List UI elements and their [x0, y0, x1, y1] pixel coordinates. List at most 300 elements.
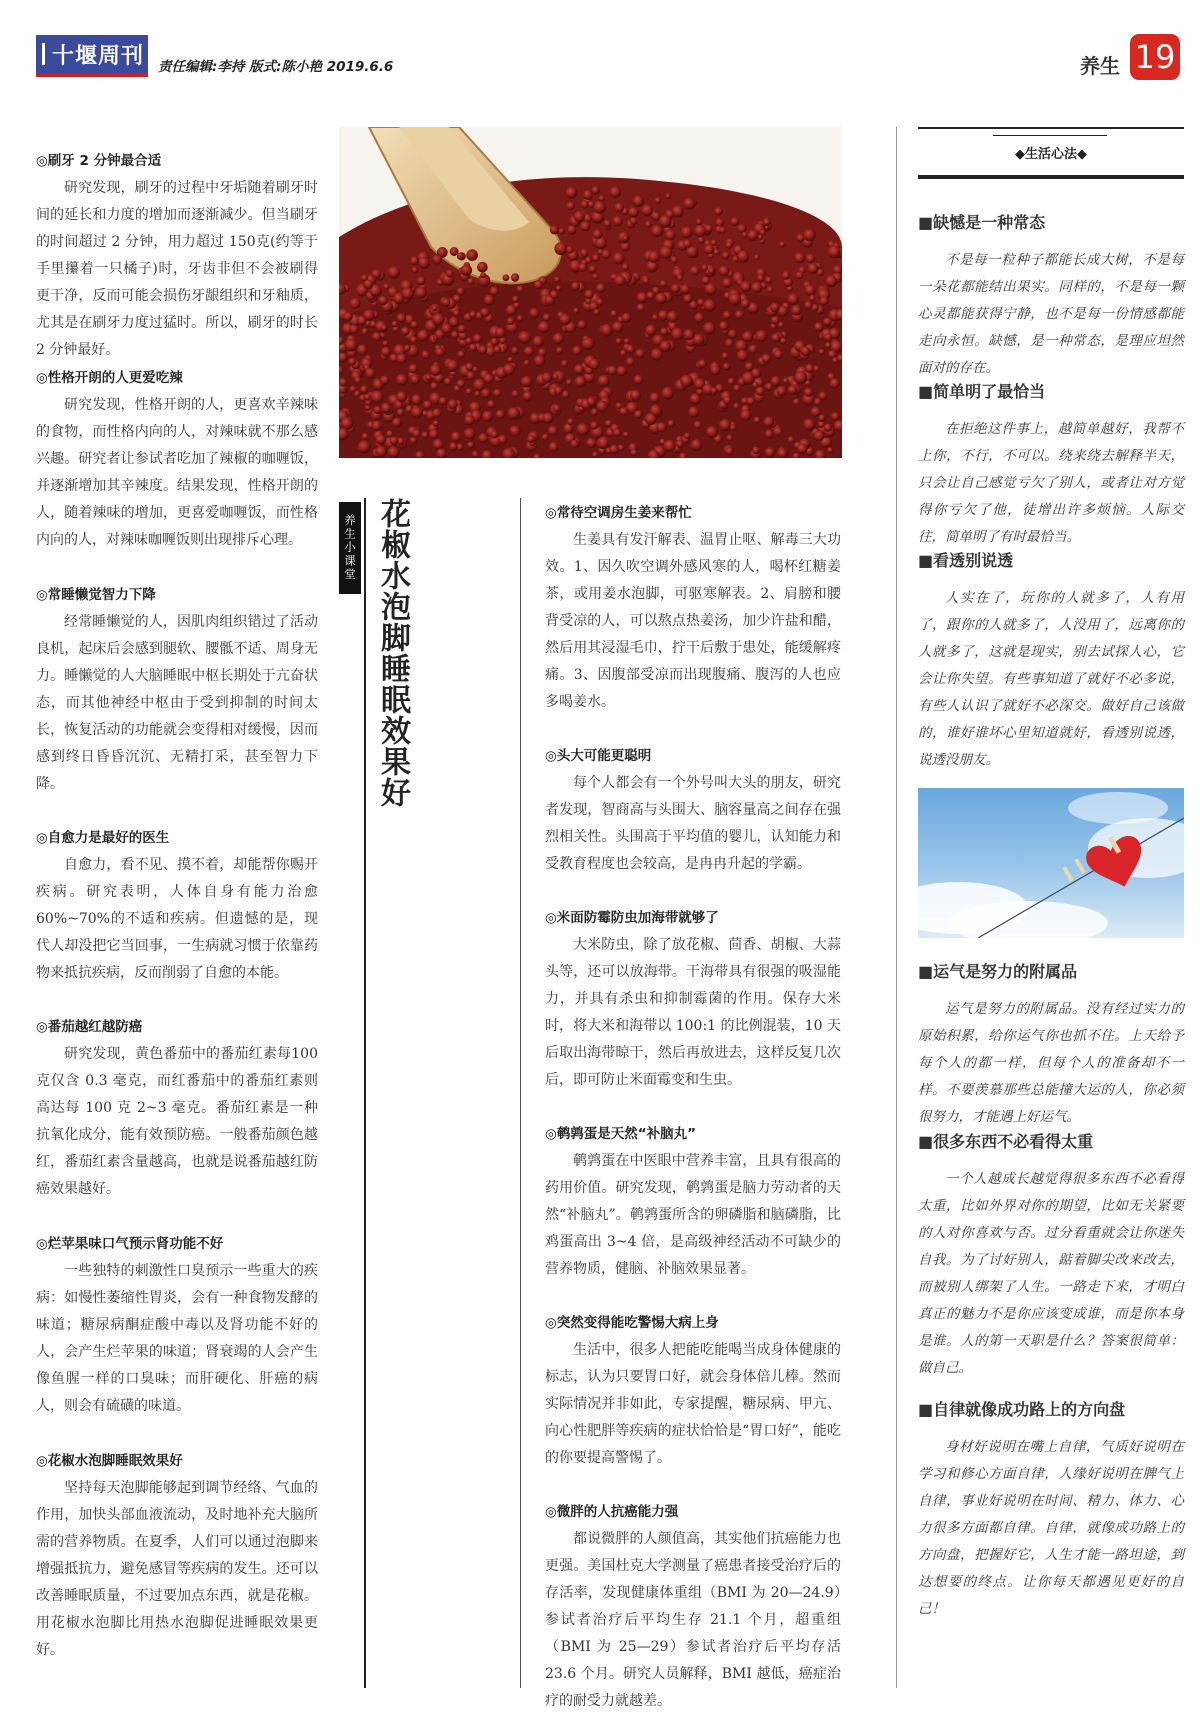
peppercorn: [433, 420, 439, 426]
peppercorn: [375, 446, 387, 458]
peppercorn: [397, 409, 405, 417]
article-kelp-rice: [545, 905, 841, 1121]
peppercorn: [765, 383, 773, 391]
peppercorn: [362, 433, 369, 440]
peppercorn: [451, 432, 462, 443]
peppercorn: [803, 229, 815, 241]
peppercorn: [651, 225, 663, 237]
peppercorn: [538, 321, 550, 333]
peppercorn: [396, 313, 406, 323]
peppercorn: [423, 400, 432, 409]
peppercorn: [648, 251, 660, 263]
peppercorn: [619, 407, 628, 416]
peppercorn: [481, 389, 491, 399]
peppercorn: [390, 436, 399, 445]
peppercorn: [457, 351, 465, 359]
peppercorn: [684, 433, 690, 439]
column-label: 养生小课堂: [339, 502, 361, 594]
peppercorn: [740, 281, 751, 292]
peppercorn: [730, 424, 737, 431]
peppercorn: [567, 225, 576, 234]
peppercorn: [704, 244, 714, 254]
peppercorn: [457, 380, 466, 389]
peppercorn: [735, 310, 744, 319]
peppercorn: [345, 339, 358, 352]
peppercorn: [772, 333, 781, 342]
peppercorn: [439, 397, 447, 405]
peppercorn: [690, 266, 700, 276]
peppercorn: [661, 387, 674, 400]
peppercorn: [523, 391, 533, 401]
peppercorn: [765, 277, 772, 284]
peppercorn: [553, 404, 561, 412]
peppercorn: [484, 295, 495, 306]
peppercorn: [645, 325, 656, 336]
peppercorn: [450, 247, 459, 256]
peppercorn: [477, 262, 488, 273]
article-title: ◎常睡懒觉智力下降: [36, 587, 156, 603]
peppercorn: [654, 197, 661, 204]
peppercorn: [830, 378, 840, 388]
peppercorn: [381, 347, 391, 357]
peppercorn: [660, 341, 672, 353]
peppercorn: [780, 338, 786, 344]
peppercorn: [392, 418, 402, 428]
peppercorn: [396, 391, 407, 402]
peppercorn: [643, 278, 649, 284]
peppercorn: [507, 407, 520, 420]
article-body: 研究发现，黄色番茄中的番茄红素每100 克仅含 0.3 毫克，而红番茄中的番茄红素则高达每 100 克 2~3 毫克。番茄红素是一种抗氧化成分，能有效预防癌。一般番茄颜色越红，番茄红素含量越高，也就是说番茄越红防癌效果越好。: [36, 1046, 318, 1197]
peppercorn: [506, 305, 517, 316]
peppercorn: [630, 449, 637, 456]
page-number-badge: 19: [1130, 34, 1180, 80]
peppercorn: [715, 218, 724, 227]
article-title: ◎微胖的人抗癌能力强: [545, 1504, 679, 1520]
peppercorn: [357, 345, 368, 356]
peppercorn: [466, 249, 478, 261]
masthead-logo: [36, 35, 148, 77]
peppercorn: [590, 421, 598, 429]
peppercorn: [409, 364, 419, 374]
peppercorn: [556, 347, 563, 354]
peppercorn: [362, 328, 369, 335]
peppercorn: [745, 362, 754, 371]
peppercorn: [596, 283, 606, 293]
peppercorn: [473, 334, 483, 344]
peppercorn: [584, 290, 594, 300]
peppercorn: [819, 349, 825, 355]
peppercorn: [765, 447, 775, 457]
article-title: ◎烂苹果味口气预示肾功能不好: [36, 1236, 224, 1252]
peppercorn: [760, 229, 766, 235]
peppercorn: [582, 337, 595, 350]
peppercorn: [592, 274, 598, 280]
peppercorn: [498, 435, 508, 445]
peppercorn: [482, 411, 493, 422]
peppercorn: [805, 364, 814, 373]
peppercorn: [794, 371, 807, 384]
peppercorn: [373, 406, 381, 414]
article-tomato: [36, 1014, 318, 1231]
peppercorn: [580, 200, 588, 208]
peppercorn: [466, 388, 473, 395]
peppercorn: [490, 286, 500, 296]
sidebar-article-body: 在拒绝这件事上，越简单越好，我帮不上你，不行，不可以。绕来绕去解释半天，只会让自己感觉亏欠了别人，或者让对方觉得你亏欠了他，徒增出许多烦恼。人际交往，简单明了有时最恰当。: [918, 421, 1184, 545]
peppercorn: [570, 440, 578, 448]
peppercorn: [765, 430, 774, 439]
peppercorn: [493, 389, 502, 398]
peppercorn: [620, 350, 627, 357]
article-quail-egg: [545, 1121, 841, 1310]
peppercorn: [683, 198, 695, 210]
peppercorn: [518, 331, 531, 344]
peppercorn: [436, 279, 443, 286]
peppercorn: [432, 255, 442, 265]
sidebar-article-title: ■很多东西不必看得太重: [918, 1132, 1094, 1151]
article-body: 大米防虫，除了放花椒、茴香、胡椒、大蒜头等，还可以放海带。干海带具有很强的吸湿能力，并具有杀虫和抑制霉菌的作用。保存大米时，将大米和海带以 100:1 的比例混装，10 天后取出海带晾干，然后再放进去，这样反复几次后，即可防止米面霉变和生虫。: [545, 937, 841, 1088]
peppercorn: [491, 338, 499, 346]
peppercorn: [429, 429, 439, 439]
peppercorn: [614, 203, 624, 213]
article-spicy-food: [36, 365, 318, 582]
peppercorn: [825, 342, 832, 349]
peppercorn: [733, 403, 739, 409]
peppercorn: [671, 284, 681, 294]
left-column: [36, 148, 318, 1664]
peppercorn: [719, 266, 730, 277]
peppercorn: [411, 394, 422, 405]
peppercorn: [591, 186, 599, 194]
peppercorn: [694, 225, 706, 237]
peppercorn: [746, 397, 755, 406]
peppercorn: [412, 429, 420, 437]
peppercorn: [469, 311, 476, 318]
peppercorn: [534, 280, 543, 289]
peppercorn: [635, 349, 645, 359]
peppercorn: [565, 187, 577, 199]
peppercorn: [432, 409, 442, 419]
article-title: ◎自愈力是最好的医生: [36, 830, 170, 846]
peppercorn: [472, 451, 479, 458]
peppercorn: [645, 413, 657, 425]
peppercorn: [566, 246, 574, 254]
peppercorn: [630, 217, 638, 225]
peppercorn: [527, 435, 535, 443]
peppercorn: [442, 298, 450, 306]
peppercorn: [801, 347, 811, 357]
peppercorn: [556, 285, 562, 291]
peppercorn: [415, 287, 427, 299]
peppercorn: [656, 422, 666, 432]
peppercorn: [667, 420, 675, 428]
peppercorn: [701, 265, 708, 272]
peppercorn: [360, 386, 368, 394]
peppercorn: [751, 368, 761, 378]
peppercorn: [592, 452, 598, 458]
peppercorn: [483, 374, 493, 384]
peppercorn-photo: [339, 127, 842, 458]
peppercorn: [372, 332, 381, 341]
masthead-title: 十堰周刊: [52, 44, 145, 69]
peppercorn: [613, 252, 625, 264]
sidebar-article-body: 人实在了，玩你的人就多了，人有用了，跟你的人就多了，人没用了，远离你的人就多了，这就是现实，别去试探人心，它会让你失望。有些事知道了就好不必多说，有些人认识了就好不必深交。做好自己该做的，谁好谁坏心里知道就好，看透别说透，说透没朋友。: [918, 590, 1184, 768]
article-title: ◎米面防霉防虫加海带就够了: [545, 910, 719, 926]
peppercorn: [613, 216, 623, 226]
sidebar-article-body: 身材好说明在嘴上自律，气质好说明在学习和修心方面自律，人缘好说明在脾气上自律，事业好说明在时间、精力、体力、心力很多方面都自律。自律，就像成功路上的方向盘，把握好它，人生才能一路坦途，到达想要的终点。让你每天都遇见更好的自己！: [918, 1439, 1184, 1617]
sidebar-header: [918, 127, 1184, 179]
peppercorn: [533, 336, 544, 347]
peppercorn: [757, 274, 765, 282]
peppercorn: [594, 309, 600, 315]
peppercorn: [710, 365, 720, 375]
peppercorn: [550, 225, 559, 234]
peppercorn: [624, 338, 630, 344]
article-title: ◎常待空调房生姜来帮忙: [545, 505, 692, 521]
peppercorn: [543, 413, 554, 424]
peppercorn: [493, 346, 501, 354]
sidebar-article: [918, 378, 1184, 547]
article-title: ◎性格开朗的人更爱吃辣: [36, 370, 183, 386]
peppercorn: [688, 406, 699, 417]
peppercorn: [825, 275, 837, 287]
peppercorn: [478, 433, 488, 443]
peppercorn: [567, 418, 574, 425]
peppercorn: [448, 399, 458, 409]
article-chubby-cancer: [545, 1499, 841, 1715]
editor-credits: 责任编辑:李持 版式:陈小艳 2019.6.6: [158, 59, 394, 75]
peppercorn: [814, 431, 825, 442]
peppercorn: [665, 193, 671, 199]
peppercorn: [430, 382, 438, 390]
peppercorn: [583, 190, 593, 200]
peppercorn: [339, 378, 348, 387]
peppercorn: [548, 426, 558, 436]
peppercorn: [609, 445, 619, 455]
peppercorn: [388, 446, 400, 458]
article-body: 生姜具有发汗解表、温胃止呕、解毒三大功效。1、因久吹空调外感风寒的人，喝杯红糖姜茶，或用姜水泡脚，可驱寒解表。2、肩膀和腰背受凉的人，可以熬点热姜汤，加少许盐和醋，然后用其浸湿毛巾，拧干后敷于患处，能缓解疼痛。3、因腹部受凉而出现腹痛、腹泻的人也应多喝姜水。: [545, 532, 841, 710]
column-rule-middle: [520, 498, 521, 1688]
peppercorn: [467, 441, 474, 448]
peppercorn: [596, 298, 603, 305]
peppercorn: [411, 406, 423, 418]
peppercorn: [553, 374, 559, 380]
peppercorn: [558, 228, 564, 234]
peppercorn: [753, 417, 760, 424]
peppercorn: [664, 440, 676, 452]
peppercorn: [711, 387, 718, 394]
peppercorn: [603, 220, 611, 228]
peppercorn: [703, 299, 716, 312]
article-title: ◎突然变得能吃警惕大病上身: [545, 1315, 719, 1331]
peppercorn: [550, 290, 559, 299]
peppercorn: [364, 394, 371, 401]
peppercorn: [586, 438, 596, 448]
article-bad-breath: [36, 1231, 318, 1448]
peppercorn: [571, 282, 580, 291]
peppercorn: [820, 297, 829, 306]
peppercorn: [397, 353, 407, 363]
peppercorn: [726, 435, 733, 442]
peppercorn: [503, 364, 515, 376]
article-pepper-footbath: [36, 1448, 318, 1664]
peppercorn: [589, 265, 597, 273]
peppercorn: [770, 303, 780, 313]
peppercorn: [354, 377, 361, 384]
peppercorn: [714, 207, 722, 215]
peppercorn: [534, 355, 545, 366]
peppercorn: [596, 401, 608, 413]
peppercorn: [814, 322, 824, 332]
peppercorn: [681, 226, 693, 238]
peppercorn: [381, 403, 392, 414]
peppercorn: [705, 225, 713, 233]
peppercorn: [779, 241, 785, 247]
peppercorn: [354, 390, 361, 397]
peppercorn: [824, 424, 832, 432]
peppercorn: [726, 242, 733, 249]
peppercorn: [521, 376, 533, 388]
article-title: ◎刷牙 2 分钟最合适: [36, 153, 162, 169]
peppercorn-illustration: [339, 127, 842, 458]
peppercorn: [722, 352, 729, 359]
peppercorn: [383, 283, 390, 290]
peppercorn: [417, 276, 426, 285]
peppercorn: [404, 345, 411, 352]
sidebar-article: [918, 1128, 1184, 1396]
peppercorn: [490, 430, 498, 438]
peppercorn: [574, 211, 585, 222]
peppercorn: [723, 311, 732, 320]
peppercorn: [451, 331, 459, 339]
peppercorn: [511, 347, 519, 355]
peppercorn: [706, 426, 718, 438]
peppercorn: [616, 366, 627, 377]
peppercorn: [364, 280, 374, 290]
sidebar-article: [918, 209, 1184, 378]
article-big-head: [545, 743, 841, 905]
peppercorn: [343, 312, 352, 321]
peppercorn: [592, 254, 600, 262]
peppercorn: [787, 293, 799, 305]
peppercorn: [572, 346, 582, 356]
peppercorn: [381, 325, 387, 331]
peppercorn: [575, 376, 587, 388]
peppercorn: [630, 390, 641, 401]
peppercorn: [809, 295, 816, 302]
column-rule-left: [364, 498, 366, 1688]
feature-title: 花椒水泡脚睡眠效果好: [375, 498, 410, 808]
peppercorn: [773, 427, 783, 437]
peppercorn: [543, 314, 551, 322]
peppercorn: [773, 350, 783, 360]
peppercorn: [723, 363, 730, 370]
peppercorn: [480, 272, 486, 278]
peppercorn: [680, 285, 690, 295]
peppercorn: [677, 275, 683, 281]
peppercorn: [507, 317, 515, 325]
peppercorn: [376, 435, 386, 445]
article-title: ◎鹌鹑蛋是天然“补脑丸”: [545, 1126, 697, 1142]
peppercorn: [665, 230, 676, 241]
peppercorn: [788, 436, 795, 443]
peppercorn: [432, 305, 438, 311]
peppercorn: [793, 398, 800, 405]
peppercorn: [691, 439, 703, 451]
peppercorn: [783, 378, 789, 384]
peppercorn: [411, 321, 419, 329]
peppercorn: [728, 378, 735, 385]
peppercorn: [396, 374, 408, 386]
peppercorn: [683, 329, 694, 340]
peppercorn: [585, 256, 592, 263]
peppercorn: [811, 407, 821, 417]
sidebar-article-body: 运气是努力的附属品。没有经过实力的原始积累，给你运气你也抓不住。上天给予每个人的都一样，但每个人的准备却不一样。不要羡慕那些总能撞大运的人，你必须很努力，才能遇上好运气。: [918, 1001, 1184, 1125]
peppercorn: [499, 337, 506, 344]
peppercorn: [446, 360, 458, 372]
peppercorn: [566, 379, 572, 385]
sidebar-header-rule: [993, 135, 1107, 136]
peppercorn: [465, 363, 473, 371]
article-brush-teeth: [36, 148, 318, 365]
peppercorn: [467, 371, 476, 380]
article-big-appetite: [545, 1310, 841, 1499]
article-body: 一些独特的刺激性口臭预示一些重大的疾病：如慢性萎缩性胃炎，会有一种食物发酵的味道；糖尿病酮症酸中毒以及肾功能不好的人，会产生烂苹果的味道；肾衰竭的人会产生像鱼腥一样的口臭味；而肝硬化、肝癌的病人，则会有硫磺的味道。: [36, 1263, 318, 1414]
peppercorn: [725, 339, 733, 347]
peppercorn: [737, 350, 749, 362]
peppercorn: [722, 278, 732, 288]
peppercorn: [622, 264, 629, 271]
clothesline-heart-illustration: [918, 788, 1184, 938]
article-body: 生活中，很多人把能吃能喝当成身体健康的标志，认为只要胃口好，就会身体倍儿棒。然而实际情况并非如此，专家提醒，糖尿病、甲亢、向心性肥胖等疾病的症状恰恰是“胃口好”，能吃的你要提高警惕了。: [545, 1342, 841, 1466]
peppercorn: [752, 446, 760, 454]
peppercorn: [469, 344, 477, 352]
peppercorn: [401, 327, 410, 336]
peppercorn: [737, 251, 749, 263]
article-body: 每个人都会有一个外号叫大头的朋友，研究者发现，智商高与头围大、脑容量高之间存在强烈相关性。头围高于平均值的婴儿，认知能力和受教育程度也会较高，是冉冉升起的学霸。: [545, 775, 841, 872]
peppercorn: [453, 310, 460, 317]
peppercorn: [828, 245, 841, 258]
peppercorn: [708, 268, 715, 275]
peppercorn: [358, 441, 371, 454]
peppercorn: [410, 375, 420, 385]
peppercorn: [605, 420, 612, 427]
peppercorn: [628, 207, 639, 218]
peppercorn: [782, 271, 790, 279]
peppercorn: [349, 325, 358, 334]
peppercorn: [645, 221, 652, 228]
peppercorn: [348, 358, 356, 366]
peppercorn: [610, 310, 617, 317]
article-body: 自愈力，看不见、摸不着，却能帮你赐开疾病。研究表明，人体自身有能力治愈60%~70%的不适和疾病。但遗憾的是，现代人却没把它当回事，一生病就习惯于依靠药物来抵抗疾病，反而削弱了自愈的本能。: [36, 857, 318, 981]
peppercorn: [671, 256, 678, 263]
article-title: ◎花椒水泡脚睡眠效果好: [36, 1453, 183, 1469]
masthead-bar: [42, 43, 45, 65]
peppercorn: [791, 305, 802, 316]
sidebar-article: [918, 547, 1184, 788]
peppercorn: [380, 376, 390, 386]
article-body: 坚持每天泡脚能够起到调节经络、气血的作用，加快头部血液流动，及时地补充大脑所需的营养物质。在夏季，人们可以通过泡脚来增强抵抗力，避免感冒等疾病的发生。还可以改善睡眠质量，不过要加点东西，就是花椒。用花椒水泡脚比用热水泡脚促进睡眠效果更好。: [36, 1480, 318, 1658]
peppercorn: [747, 230, 758, 241]
peppercorn: [461, 265, 472, 276]
sidebar-article: [918, 1396, 1184, 1623]
peppercorn: [626, 345, 635, 354]
peppercorn: [803, 419, 815, 431]
peppercorn: [771, 316, 780, 325]
peppercorn: [480, 308, 489, 317]
peppercorn: [634, 410, 643, 419]
peppercorn: [794, 252, 805, 263]
peppercorn: [751, 282, 762, 293]
